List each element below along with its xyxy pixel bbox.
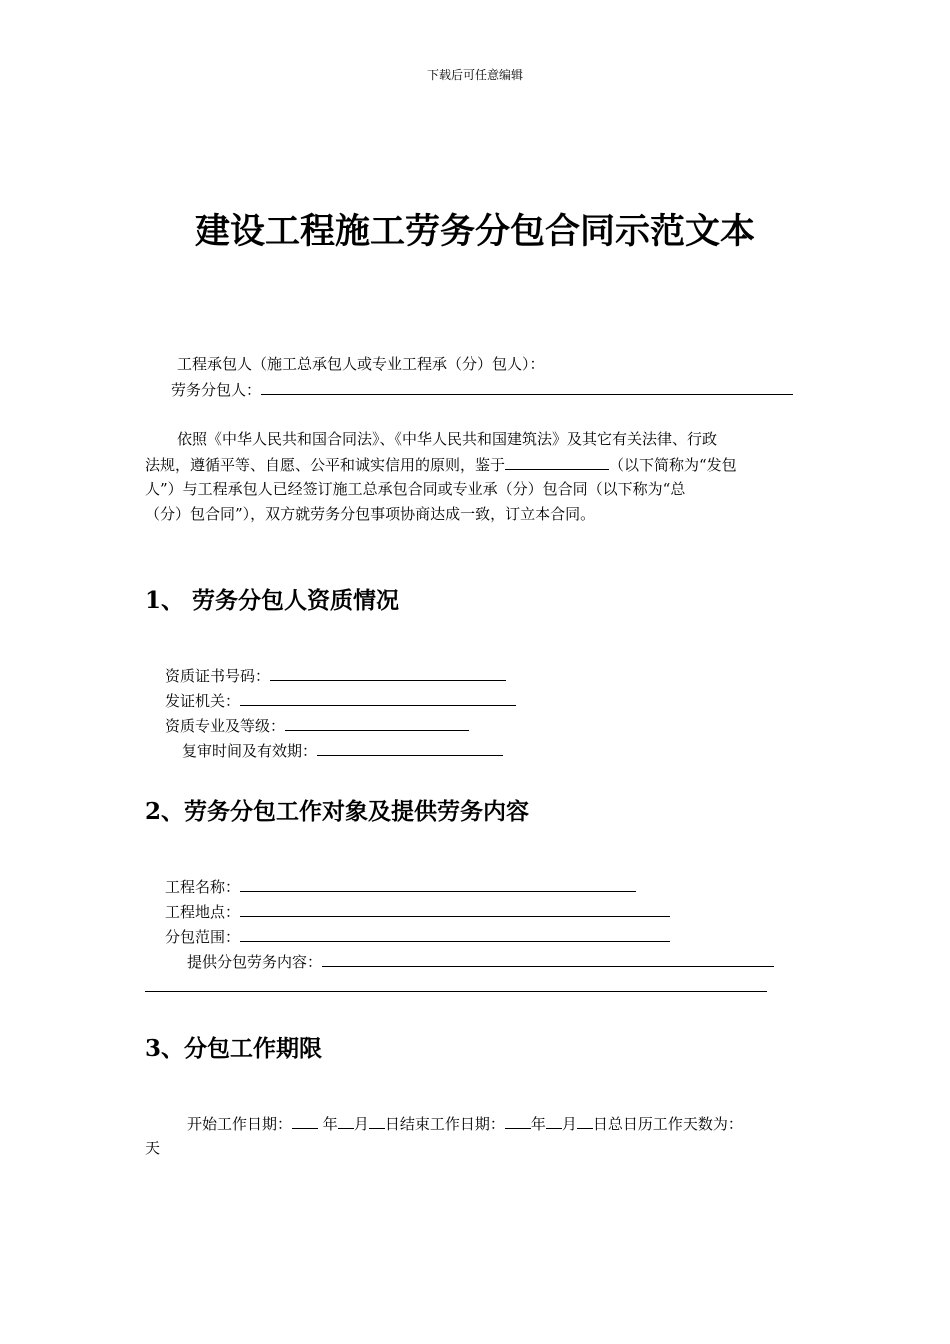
start-month-blank[interactable] — [338, 1111, 354, 1129]
intro-line-2 — [145, 452, 737, 478]
month-label-1: 月 — [353, 1115, 369, 1133]
section-1-heading: 1、 劳务分包人资质情况 — [145, 587, 400, 614]
end-year-blank[interactable] — [505, 1111, 531, 1129]
review-validity-label: 复审时间及有效期： — [182, 742, 318, 760]
intro-line-2a: 法规，遵循平等、自愿、公平和诚实信用的原则，鉴于 — [145, 456, 506, 474]
subcontractor-blank[interactable] — [261, 377, 793, 395]
start-year-blank[interactable] — [292, 1111, 318, 1129]
project-location-label: 工程地点： — [165, 903, 241, 921]
start-date-label: 开始工作日期： — [187, 1115, 293, 1133]
project-name-line — [165, 874, 636, 900]
cert-number-blank[interactable] — [270, 663, 506, 681]
labor-content-label: 提供分包劳务内容： — [187, 953, 323, 971]
project-name-label: 工程名称： — [165, 878, 241, 896]
intro-line-4: （分）包合同”），双方就劳务分包事项协商达成一致，订立本合同。 — [145, 505, 596, 523]
year-label-1: 年 — [322, 1115, 338, 1133]
project-location-blank[interactable] — [240, 899, 670, 917]
scope-line — [165, 924, 670, 950]
end-day-blank[interactable] — [577, 1111, 593, 1129]
qualification-grade-line — [165, 713, 469, 739]
project-name-blank[interactable] — [240, 874, 636, 892]
labor-content-blank-continued[interactable] — [145, 990, 767, 992]
end-date-label: 日结束工作日期： — [384, 1115, 505, 1133]
section-3-heading: 3、分包工作期限 — [145, 1035, 323, 1062]
cert-number-label: 资质证书号码： — [165, 667, 271, 685]
scope-label: 分包范围： — [165, 928, 241, 946]
document-title: 建设工程施工劳务分包合同示范文本 — [194, 211, 755, 252]
section-2-heading: 2、劳务分包工作对象及提供劳务内容 — [145, 798, 530, 825]
labor-content-blank[interactable] — [322, 949, 774, 967]
scope-blank[interactable] — [240, 924, 670, 942]
work-period-line — [187, 1111, 743, 1137]
subcontractor-line — [171, 377, 793, 403]
subcontractor-label: 劳务分包人： — [171, 381, 262, 399]
project-location-line — [165, 899, 670, 925]
employer-blank[interactable] — [505, 452, 609, 470]
end-month-blank[interactable] — [546, 1111, 562, 1129]
intro-line-3: 人”）与工程承包人已经签订施工总承包合同或专业承（分）包合同（以下称为“总 — [145, 480, 686, 498]
cert-number-line — [165, 663, 506, 689]
intro-line-2b: （以下简称为“发包 — [609, 456, 737, 474]
days-unit: 天 — [145, 1139, 161, 1157]
start-day-blank[interactable] — [369, 1111, 385, 1129]
year-label-2: 年 — [530, 1115, 546, 1133]
total-days-label: 日总日历工作天数为： — [592, 1115, 743, 1133]
issuing-authority-label: 发证机关： — [165, 692, 241, 710]
issuing-authority-line — [165, 688, 516, 714]
qualification-grade-blank[interactable] — [285, 713, 469, 731]
month-label-2: 月 — [561, 1115, 577, 1133]
qualification-grade-label: 资质专业及等级： — [165, 717, 286, 735]
intro-line-1: 依照《中华人民共和国合同法》、《中华人民共和国建筑法》及其它有关法律、行政 — [177, 430, 718, 448]
labor-content-line — [187, 949, 774, 975]
contractor-label: 工程承包人（施工总承包人或专业工程承（分）包人）： — [177, 355, 545, 373]
issuing-authority-blank[interactable] — [240, 688, 516, 706]
review-validity-blank[interactable] — [317, 738, 503, 756]
page-header-note: 下载后可任意编辑 — [426, 68, 523, 82]
review-validity-line — [182, 738, 503, 764]
